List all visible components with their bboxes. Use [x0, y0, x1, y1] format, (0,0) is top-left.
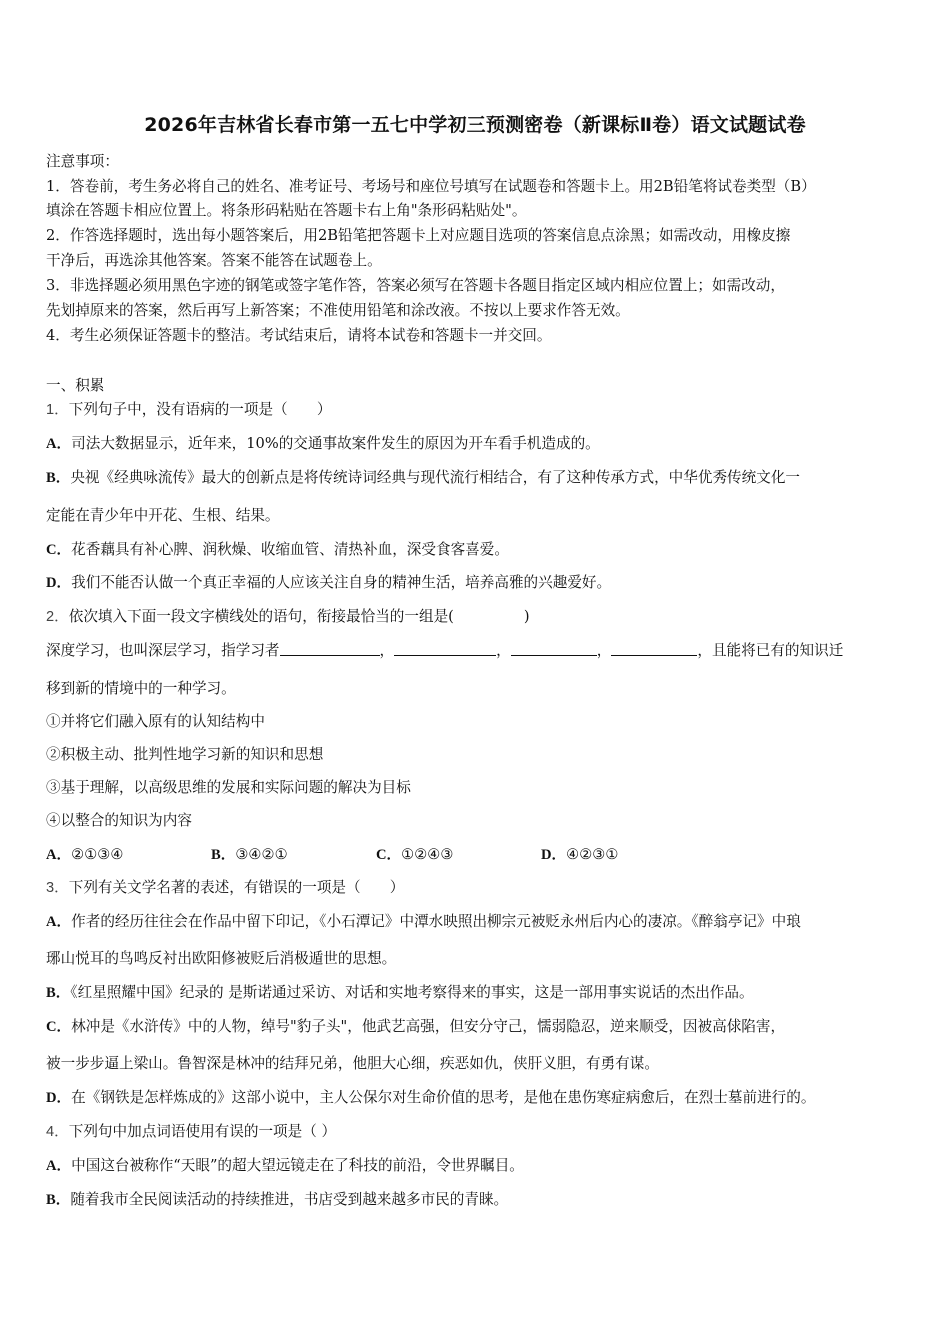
- option-label: B．: [211, 847, 236, 863]
- option-text: ③④②①: [235, 846, 288, 863]
- option-label: C．: [46, 542, 72, 558]
- q1-option-d: [46, 573, 611, 593]
- q3-option-a-cont: 琊山悦耳的鸟鸣反衬出欧阳修被贬后消极遁世的思想。: [46, 950, 397, 967]
- notice-line: 干净后，再选涂其他答案。答案不能答在试题卷上。: [46, 252, 382, 269]
- option-label: A．: [46, 847, 72, 863]
- q1-option-b-cont: 定能在青少年中开花、生根、结果。: [46, 507, 280, 524]
- notice-line: 3．非选择题必须用黑色字迹的钢笔或签字笔作答，答案必须写在答题卡各题目指定区域内相应位置上；如需改动，: [46, 277, 785, 294]
- question-text: 依次填入下面一段文字横线处的语句，衔接最恰当的一组是(: [68, 608, 454, 625]
- option-label: D．: [46, 575, 72, 591]
- question-text-end: ): [523, 608, 530, 625]
- question-number: 1．: [46, 402, 69, 418]
- option-label: C．: [46, 1019, 72, 1035]
- passage-text: ，且能将已有的知识迁: [697, 642, 844, 659]
- option-text: 在《钢铁是怎样炼成的》这部小说中，主人公保尔对生命价值的思考，是他在患伤寒症病愈后，在烈士墓前进行的。: [71, 1089, 816, 1106]
- option-label: C．: [376, 847, 402, 863]
- question-3-stem: [46, 878, 404, 898]
- q2-passage-cont: 移到新的情境中的一种学习。: [46, 680, 236, 697]
- question-text: 下列句子中，没有语病的一项是（ ）: [68, 401, 332, 418]
- answer-blank[interactable]: [280, 641, 380, 656]
- option-label: D．: [541, 847, 567, 863]
- option-text: ④②③①: [566, 846, 619, 863]
- q2-item-4: ④以整合的知识为内容: [46, 812, 192, 829]
- option-label: D．: [46, 1090, 72, 1106]
- option-label: B．: [46, 1192, 71, 1208]
- question-4-stem: [46, 1122, 336, 1142]
- q4-option-a: [46, 1156, 524, 1176]
- answer-blank[interactable]: [394, 641, 496, 656]
- q1-option-b: [46, 468, 800, 488]
- notice-heading: 注意事项：: [46, 153, 119, 170]
- comma: ，: [596, 642, 612, 659]
- q4-option-b: [46, 1190, 508, 1210]
- option-text: 作者的经历往往会在作品中留下印记，《小石潭记》中潭水映照出柳宗元被贬永州后内心的凄凉。《醉翁亭记》中琅: [71, 913, 801, 930]
- page-title: 2026年吉林省长春市第一五七中学初三预测密卷（新课标Ⅱ卷）语文试题试卷: [144, 114, 806, 136]
- section-heading: 一、积累: [46, 377, 105, 394]
- option-label: B．: [46, 985, 71, 1001]
- option-text: 司法大数据显示，近年来，10%的交通事故案件发生的原因为开车看手机造成的。: [71, 435, 600, 452]
- q1-option-c: [46, 540, 509, 560]
- option-text: 花香藕具有补心脾、润秋燥、收缩血管、清热补血，深受食客喜爱。: [71, 541, 509, 558]
- q2-item-2: ②积极主动、批判性地学习新的知识和思想: [46, 746, 324, 763]
- question-number: 2．: [46, 609, 69, 625]
- q3-option-c: [46, 1017, 785, 1037]
- q2-option-b: [211, 845, 376, 865]
- q2-option-d: [541, 845, 618, 865]
- q3-option-d: [46, 1088, 815, 1108]
- q2-item-3: ③基于理解，以高级思维的发展和实际问题的解决为目标: [46, 779, 411, 796]
- option-label: B．: [46, 470, 71, 486]
- q3-option-c-cont: 被一步步逼上梁山。鲁智深是林冲的结拜兄弟，他胆大心细，疾恶如仇，侠肝义胆，有勇有谋。: [46, 1055, 659, 1072]
- option-text: ①②④③: [401, 846, 454, 863]
- notice-line: 1．答卷前，考生务必将自己的姓名、准考证号、考场号和座位号填写在试题卷和答题卡上。用2B铅笔将试卷类型（B）: [46, 178, 816, 195]
- option-label: A．: [46, 914, 72, 930]
- option-text: 《红星照耀中国》纪录的 是斯诺通过采访、对话和实地考察得来的事实，这是一部用事实说话的杰出作品。: [70, 984, 754, 1001]
- q2-option-c: [376, 845, 541, 865]
- notice-line: 先划掉原来的答案，然后再写上新答案；不准使用铅笔和涂改液。不按以上要求作答无效。: [46, 302, 630, 319]
- q2-options: [46, 845, 618, 865]
- question-number: 3．: [46, 880, 69, 896]
- question-2-stem: [46, 607, 530, 627]
- q3-option-a: [46, 912, 801, 932]
- option-label: A．: [46, 436, 72, 452]
- option-text: 我们不能否认做一个真正幸福的人应该关注自身的精神生活，培养高雅的兴趣爱好。: [71, 574, 612, 591]
- option-text: ②①③④: [71, 846, 124, 863]
- notice-line: 2．作答选择题时，选出每小题答案后，用2B铅笔把答题卡上对应题目选项的答案信息点涂黑；如需改动，用橡皮擦: [46, 227, 791, 244]
- notice-line: 填涂在答题卡相应位置上。将条形码粘贴在答题卡右上角"条形码粘贴处"。: [46, 202, 527, 219]
- notice-line: 4．考生必须保证答题卡的整洁。考试结束后，请将本试卷和答题卡一并交回。: [46, 327, 552, 344]
- option-text: 央视《经典咏流传》最大的创新点是将传统诗词经典与现代流行相结合，有了这种传承方式，中华优秀传统文化一: [70, 469, 801, 486]
- comma: ，: [496, 642, 511, 659]
- option-text: 林冲是《水浒传》中的人物，绰号"豹子头"，他武艺高强，但安分守己，懦弱隐忍，逆来顺受，因被高俅陷害，: [71, 1018, 786, 1035]
- option-text: 中国这台被称作“天眼”的超大望远镜走在了科技的前沿，令世界瞩目。: [71, 1157, 524, 1174]
- question-1-stem: [46, 400, 331, 420]
- passage-text: 深度学习，也叫深层学习，指学习者: [46, 642, 280, 659]
- answer-blank[interactable]: [611, 641, 697, 656]
- comma: ，: [379, 642, 395, 659]
- q2-item-1: ①并将它们融入原有的认知结构中: [46, 713, 265, 730]
- q1-option-a: [46, 434, 600, 454]
- question-text: 下列有关文学名著的表述，有错误的一项是（ ）: [68, 879, 405, 896]
- option-label: A．: [46, 1158, 72, 1174]
- q3-option-b: [46, 983, 754, 1003]
- question-number: 4．: [46, 1124, 69, 1140]
- q2-passage: [46, 641, 843, 661]
- q2-option-a: [46, 845, 211, 865]
- option-text: 随着我市全民阅读活动的持续推进，书店受到越来越多市民的青睐。: [70, 1191, 509, 1208]
- question-text: 下列句中加点词语使用有误的一项是（ ）: [68, 1123, 337, 1140]
- answer-blank[interactable]: [511, 641, 597, 656]
